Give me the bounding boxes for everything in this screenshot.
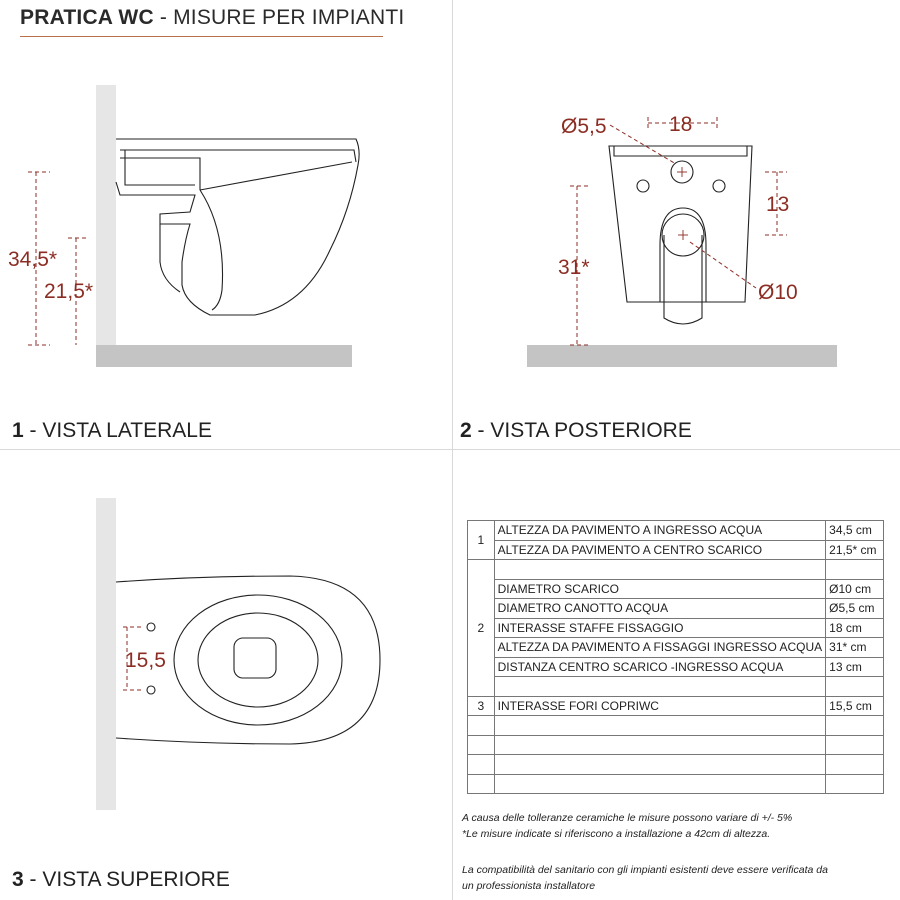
page-subtitle: - MISURE PER IMPIANTI (153, 6, 405, 29)
dim-bracket-height: 31* (558, 256, 590, 279)
table-row (468, 599, 884, 619)
spec-table (467, 520, 884, 794)
rear-view-number: 2 (460, 419, 472, 442)
rear-center-marks (677, 167, 688, 240)
table-value-cell (826, 755, 884, 775)
lateral-view-drawing (28, 85, 359, 367)
table-value-cell: Ø5,5 cm (826, 599, 884, 619)
table-desc-cell: DISTANZA CENTRO SCARICO -INGRESSO ACQUA (494, 657, 826, 677)
spec-table-body (468, 521, 884, 794)
table-row (468, 657, 884, 677)
table-desc-cell (494, 774, 826, 794)
table-desc-cell: INTERASSE STAFFE FISSAGGIO (494, 618, 826, 638)
table-value-cell (826, 560, 884, 580)
lateral-view-number: 1 (12, 419, 24, 442)
table-group-cell (468, 716, 495, 736)
table-row (468, 560, 884, 580)
table-value-cell (826, 774, 884, 794)
table-row (468, 677, 884, 697)
dim-center-distance: 13 (766, 193, 790, 216)
table-value-cell (826, 735, 884, 755)
dim-drain-height: 21,5* (44, 280, 94, 303)
table-group-cell: 1 (468, 521, 495, 560)
table-value-cell: Ø10 cm (826, 579, 884, 599)
rear-view-title (460, 419, 692, 443)
table-row (468, 735, 884, 755)
lateral-floor (96, 345, 352, 367)
top-view-number: 3 (12, 868, 24, 891)
table-group-cell (468, 774, 495, 794)
lateral-toilet-outline (116, 139, 359, 315)
note-compatibility-2: un professionista installatore (462, 880, 596, 892)
note-compatibility-1: La compatibilità del sanitario con gli impianti esistenti deve essere verificata da (462, 864, 828, 876)
table-value-cell: 13 cm (826, 657, 884, 677)
dim-seat-holes: 15,5 (125, 649, 166, 672)
table-desc-cell: ALTEZZA DA PAVIMENTO A FISSAGGI INGRESSO ACQUA (494, 638, 826, 658)
table-row (468, 618, 884, 638)
note-installation-height: *Le misure indicate si riferiscono a installazione a 42cm di altezza. (462, 828, 771, 840)
table-row (468, 755, 884, 775)
table-value-cell: 18 cm (826, 618, 884, 638)
table-value-cell: 31* cm (826, 638, 884, 658)
table-group-cell: 3 (468, 696, 495, 716)
rear-floor (527, 345, 837, 367)
table-row (468, 774, 884, 794)
table-value-cell: 34,5 cm (826, 521, 884, 541)
top-wall (96, 498, 116, 810)
top-view-label: - VISTA SUPERIORE (23, 868, 230, 891)
table-value-cell: 21,5* cm (826, 540, 884, 560)
lateral-view-label: - VISTA LATERALE (23, 419, 212, 442)
table-desc-cell (494, 716, 826, 736)
table-desc-cell: DIAMETRO CANOTTO ACQUA (494, 599, 826, 619)
table-row (468, 579, 884, 599)
rear-dimension-lines (570, 117, 790, 345)
table-desc-cell (494, 677, 826, 697)
table-value-cell: 15,5 cm (826, 696, 884, 716)
table-value-cell (826, 677, 884, 697)
table-row (468, 638, 884, 658)
table-desc-cell (494, 755, 826, 775)
table-desc-cell: ALTEZZA DA PAVIMENTO A CENTRO SCARICO (494, 540, 826, 560)
dim-pipe-diameter: Ø5,5 (561, 115, 607, 138)
brand-name: PRATICA WC (20, 6, 154, 29)
table-desc-cell: INTERASSE FORI COPRIWC (494, 696, 826, 716)
table-row (468, 540, 884, 560)
table-desc-cell: DIAMETRO SCARICO (494, 579, 826, 599)
dim-drain-diameter: Ø10 (758, 281, 798, 304)
rear-view-label: - VISTA POSTERIORE (471, 419, 692, 442)
table-row (468, 521, 884, 541)
table-group-cell (468, 735, 495, 755)
table-group-cell (468, 755, 495, 775)
note-tolerance: A causa delle tolleranze ceramiche le misure possono variare di +/- 5% (462, 812, 793, 824)
table-value-cell (826, 716, 884, 736)
table-desc-cell: ALTEZZA DA PAVIMENTO A INGRESSO ACQUA (494, 521, 826, 541)
lateral-wall (96, 85, 116, 345)
dim-water-height: 34,5* (8, 248, 58, 271)
dim-bracket-spacing: 18 (669, 113, 693, 136)
table-desc-cell (494, 560, 826, 580)
table-group-cell: 2 (468, 560, 495, 697)
table-desc-cell (494, 735, 826, 755)
table-row (468, 716, 884, 736)
rear-view-drawing (527, 117, 837, 367)
top-view-title (12, 868, 230, 892)
lateral-view-title (12, 419, 212, 443)
table-row (468, 696, 884, 716)
